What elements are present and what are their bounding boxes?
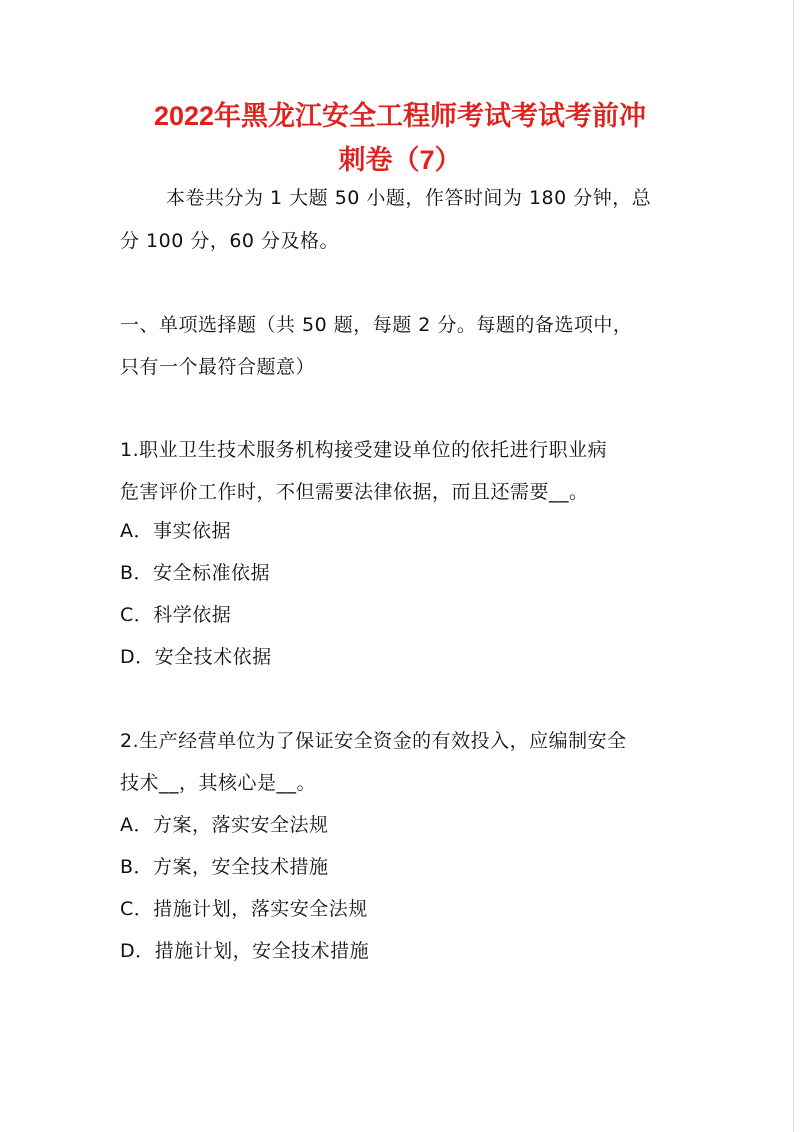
section-heading-line-2: 只有一个最符合题意） <box>120 356 316 378</box>
question-1-option-d: D．安全技术依据 <box>120 646 272 668</box>
document-title-line-1: 2022年黑龙江安全工程师考试考试考前冲 <box>153 101 647 131</box>
question-1-stem-line-1: 1.职业卫生技术服务机构接受建设单位的依托进行职业病 <box>120 439 608 461</box>
question-2-option-d: D．措施计划，安全技术措施 <box>120 940 370 962</box>
question-2-option-a: A．方案，落实安全法规 <box>120 814 329 836</box>
question-2-option-c: C．措施计划，落实安全法规 <box>120 898 368 920</box>
intro-text-line-2: 分 100 分，60 分及格。 <box>120 230 340 252</box>
page-edge-line <box>793 0 794 1132</box>
intro-text-line-1: 本卷共分为 1 大题 50 小题，作答时间为 180 分钟，总 <box>166 187 652 209</box>
question-2-option-b: B．方案，安全技术措施 <box>120 856 329 878</box>
question-2-stem-line-2: 技术__，其核心是__。 <box>120 772 317 794</box>
question-2-stem-line-1: 2.生产经营单位为了保证安全资金的有效投入，应编制安全 <box>120 730 627 752</box>
question-1-stem-line-2: 危害评价工作时，不但需要法律依据，而且还需要__。 <box>120 481 589 503</box>
question-1-option-b: B．安全标准依据 <box>120 562 271 584</box>
question-1-option-a: A．事实依据 <box>120 520 231 542</box>
question-1-option-c: C．科学依据 <box>120 604 232 626</box>
document-title-line-2: 刺卷（7） <box>338 145 462 175</box>
section-heading-line-1: 一、单项选择题（共 50 题，每题 2 分。每题的备选项中， <box>120 314 633 336</box>
